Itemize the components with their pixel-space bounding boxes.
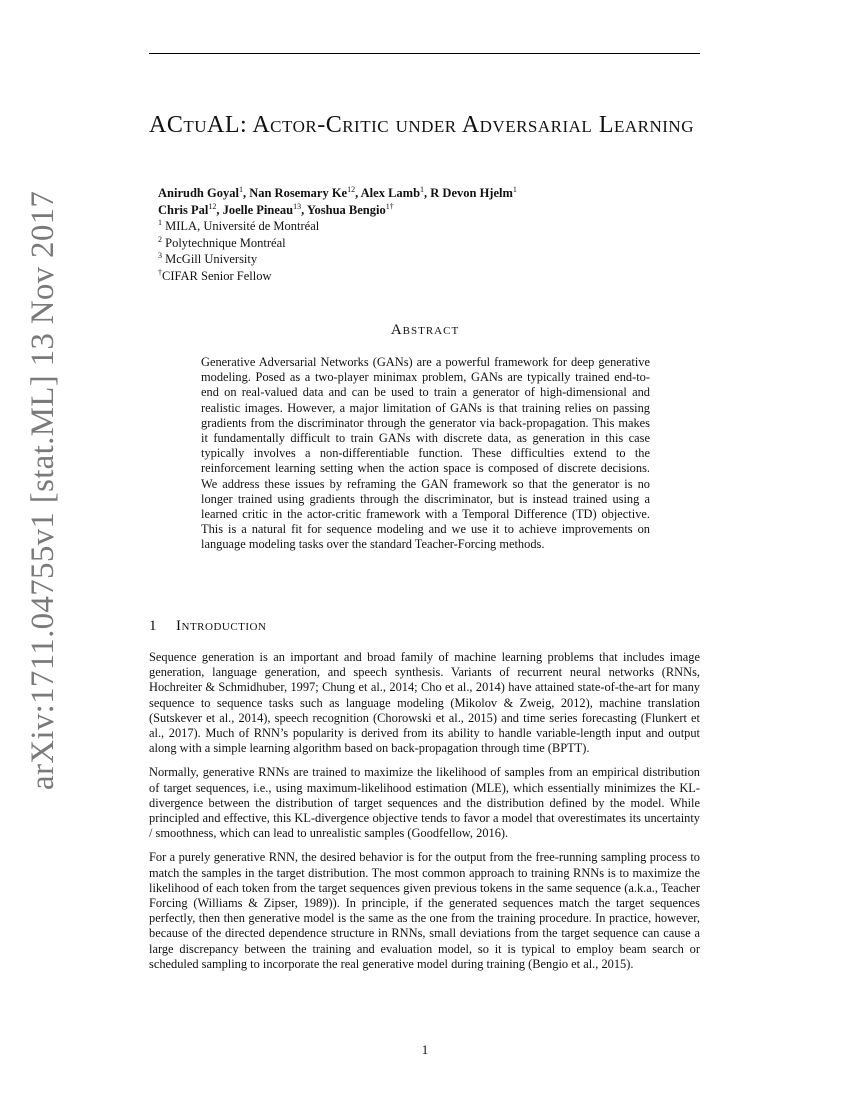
author-name: Chris Pal: [158, 202, 209, 217]
paragraph: Sequence generation is an important and broad family of machine learning problems that includes image generation, language generation, and speech synthesis. Variants of recurrent neural networks (RNNs, Hochreiter & Schmidhuber, 1997; Chung et al., 2014; Cho et al., 2014) have attained state-of-the-art for many sequence to sequence tasks such as language modeling (Mikolov & Zweig, 2012), machine translation (Sutskever et al., 2014), speech recognition (Chorowski et al., 2015) and time series forecasting (Flunkert et al., 2017). Much of RNN’s popularity is derived from its ability to handle variable-length input and output along with a simple learning algorithm based on back-propagation through time (BPTT).: [149, 650, 700, 756]
author-name: , Alex Lamb: [355, 186, 421, 200]
affiliation-text: McGill University: [162, 252, 258, 266]
author-affiliation-mark: 12: [208, 201, 217, 211]
author-name: , R Devon Hjelm: [424, 186, 513, 200]
author-name: Anirudh Goyal: [158, 186, 239, 200]
page-number: 1: [421, 1042, 429, 1057]
top-rule: [149, 53, 700, 54]
affiliation-text: CIFAR Senior Fellow: [162, 268, 272, 283]
author-name: , Nan Rosemary Ke: [242, 186, 348, 200]
author-block: [158, 185, 718, 284]
affiliation-mark: 1: [158, 218, 162, 227]
affiliation-line: [158, 218, 718, 235]
paper-title: ACtuAL: Actor-Critic under Adversarial Learning: [149, 112, 694, 138]
author-affiliation-mark: 1†: [385, 201, 394, 211]
affiliation-line: [158, 268, 718, 285]
affiliation-line: [158, 251, 718, 268]
author-affiliation-mark: 1: [238, 185, 243, 194]
author-name: , Yoshua Bengio: [301, 202, 386, 217]
author-name: , Joelle Pineau: [216, 202, 294, 217]
abstract-heading: Abstract: [390, 322, 460, 338]
affiliation-line: [158, 235, 718, 252]
arxiv-identifier: arXiv:1711.04755v1 [stat.ML] 13 Nov 2017: [25, 190, 61, 790]
section-heading: [149, 618, 266, 635]
paragraph: For a purely generative RNN, the desired behavior is for the output from the free-running sampling process to match the samples in the target distribution. The most common approach to training RNNs is to maximize the likelihood of each token from the target sequences given previous tokens in the same sequence (a.k.a., Teacher Forcing (Williams & Zipser, 1989)). In principle, if the generated sequences match the target sequences perfectly, then then generative model is the same as the one from the training procedure. In practice, however, because of the directed dependence structure in RNNs, small deviations from the target sequence can cause a large discrepancy between the training and evaluation model, so it is typical to employ beam search or scheduled sampling to incorporate the real generative model during training (Bengio et al., 2015).: [149, 850, 700, 971]
section-title: Introduction: [176, 618, 267, 634]
abstract-text: Generative Adversarial Networks (GANs) are a powerful framework for deep generative modeling. Posed as a two-player minimax problem, GANs are typically trained end-to-end on real-valued data and can be used to train a generator of high-dimensional and realistic images. However, a major limitation of GANs is that training relies on passing gradients from the discriminator through the generator via back-propagation. This makes it fundamentally difficult to train GANs with discrete data, as generation in this case typically involves a non-differentiable function. These difficulties extend to the reinforcement learning setting when the action space is composed of discrete decisions. We address these issues by reframing the GAN framework so that the generator is no longer trained using gradients through the discriminator, but is instead trained using a learned critic in the actor-critic framework with a Temporal Difference (TD) objective. This is a natural fit for sequence modeling and we use it to achieve improvements on language modeling tasks over the standard Teacher-Forcing methods.: [201, 355, 650, 552]
paragraph: Normally, generative RNNs are trained to maximize the likelihood of samples from an empirical distribution of target sequences, i.e., using maximum-likelihood estimation (MLE), which essentially minimizes the KL-divergence between the distribution of target sequences and the distribution defined by the model. While principled and effective, this KL-divergence objective tends to favor a model that overestimates its uncertainty / smoothness, which can lead to unrealistic samples (Goodfellow, 2016).: [149, 765, 700, 841]
author-affiliation-mark: 13: [293, 201, 302, 211]
section-body: [149, 650, 700, 981]
author-affiliation-mark: 1: [512, 185, 517, 194]
author-affiliation-mark: 12: [347, 185, 356, 194]
affiliation-mark: †: [158, 267, 162, 277]
author-names: [158, 185, 718, 218]
section-number: 1: [149, 618, 157, 634]
affiliation-text: MILA, Université de Montréal: [162, 219, 320, 233]
author-affiliation-mark: 1: [420, 185, 425, 194]
affiliation-mark: 3: [158, 251, 162, 260]
affiliation-mark: 2: [158, 234, 162, 244]
affiliation-text: Polytechnique Montréal: [162, 235, 286, 250]
